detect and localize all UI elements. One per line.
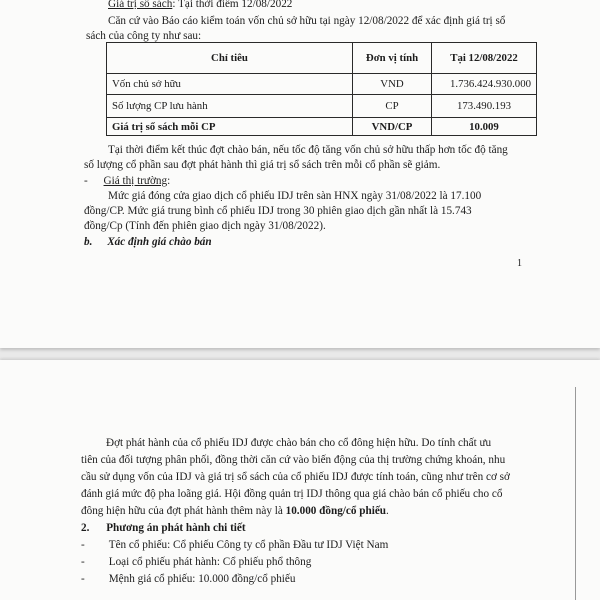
offer-text: đông hiện hữu của đợt phát hành thêm này là [81,505,286,517]
bullet-dash: - [84,175,88,187]
offer-para-line-2: tiên của đối tượng phân phối, đồng thời căn cứ vào biến động của thị trường chứng khoán, nhu [81,454,506,466]
table-header-unit: Đơn vị tính [353,43,432,74]
table-row [107,118,537,136]
book-value-date: : Tại thời điểm 12/08/2022 [172,0,293,10]
table-row [107,95,537,118]
table-row [107,74,537,95]
section-2-heading [81,521,246,535]
section-b-title: Xác định giá chào bán [107,236,212,248]
section-b-heading [84,235,212,249]
list-item-text: Tên cổ phiếu: Cổ phiếu Công ty cổ phần Đầu tư IDJ Việt Nam [108,539,389,551]
list-item [81,555,311,569]
list-item [81,538,388,552]
offer-para-line-1: Đợt phát hành của cổ phiếu IDJ được chào bán cho cổ đông hiện hữu. Do tính chất ưu [106,437,492,449]
section-2-title: Phương án phát hành chi tiết [106,522,246,534]
intro-line-1: Căn cứ vào Báo cáo kiểm toán vốn chủ sở hữu tại ngày 12/08/2022 để xác định giá trị sổ [108,15,506,27]
after-table-line-1: Tại thời điểm kết thúc đợt chào bán, nếu tốc độ tăng vốn chủ sở hữu thấp hơn tốc độ tăng [108,144,508,156]
list-item [81,572,295,586]
table-cell: VND [353,74,432,95]
section-2-number: 2. [81,522,90,534]
table-cell: VND/CP [353,118,432,136]
market-price-label: Giá thị trường [103,175,168,187]
table-cell: Vốn chủ sở hữu [107,74,353,95]
book-value-label: Giá trị sổ sách [108,0,173,10]
offer-para-line-5 [81,504,389,518]
table-header-row [107,43,537,74]
table-cell: Giá trị sổ sách mỗi CP [107,118,353,136]
book-value-heading [108,0,292,11]
table-cell: 1.736.424.930.000 [432,74,537,95]
list-dash: - [81,573,85,585]
book-value-table [106,42,537,136]
document-page-2 [0,360,600,600]
after-table-line-2: số lượng cổ phần sau đợt phát hành thì giá trị sổ sách trên mỗi cổ phần sẽ giảm. [84,159,441,171]
margin-line [575,387,576,600]
offer-period: . [386,505,389,517]
list-dash: - [81,539,85,551]
market-line-1: Mức giá đóng cửa giao dịch cổ phiếu IDJ trên sàn HNX ngày 31/08/2022 là 17.100 [108,190,482,202]
page-number: 1 [517,258,522,269]
list-item-text: Loại cổ phiếu phát hành: Cổ phiếu phổ thông [108,556,312,568]
table-cell: 173.490.193 [432,95,537,118]
intro-line-2: sách của công ty như sau: [86,30,202,42]
list-item-text: Mệnh giá cổ phiếu: 10.000 đồng/cổ phiếu [108,573,296,585]
table-header-indicator: Chỉ tiêu [107,43,353,74]
table-cell: CP [353,95,432,118]
offer-para-line-4: đánh giá mức độ pha loãng giá. Hội đồng quản trị IDJ thông qua giá chào bán cổ phiếu cho cổ [81,488,503,500]
market-line-2: đồng/CP. Mức giá trung bình cổ phiếu IDJ trong 30 phiên giao dịch gần nhất là 15.743 [84,205,472,217]
table-cell: Số lượng CP lưu hành [107,95,353,118]
section-b-letter: b. [84,236,93,248]
table-cell: 10.009 [432,118,537,136]
market-line-3: đồng/Cp (Tính đến phiên giao dịch ngày 31/08/2022). [84,220,326,232]
offer-para-line-3: cầu sử dụng vốn của IDJ và giá trị sổ sách của cổ phiếu IDJ được tính toán, cũng như trên cơ sở [81,471,510,483]
market-price-heading [84,174,170,188]
table-header-date: Tại 12/08/2022 [432,43,537,74]
market-price-colon: : [167,175,171,187]
offer-price: 10.000 đồng/cổ phiếu [285,505,387,517]
list-dash: - [81,556,85,568]
